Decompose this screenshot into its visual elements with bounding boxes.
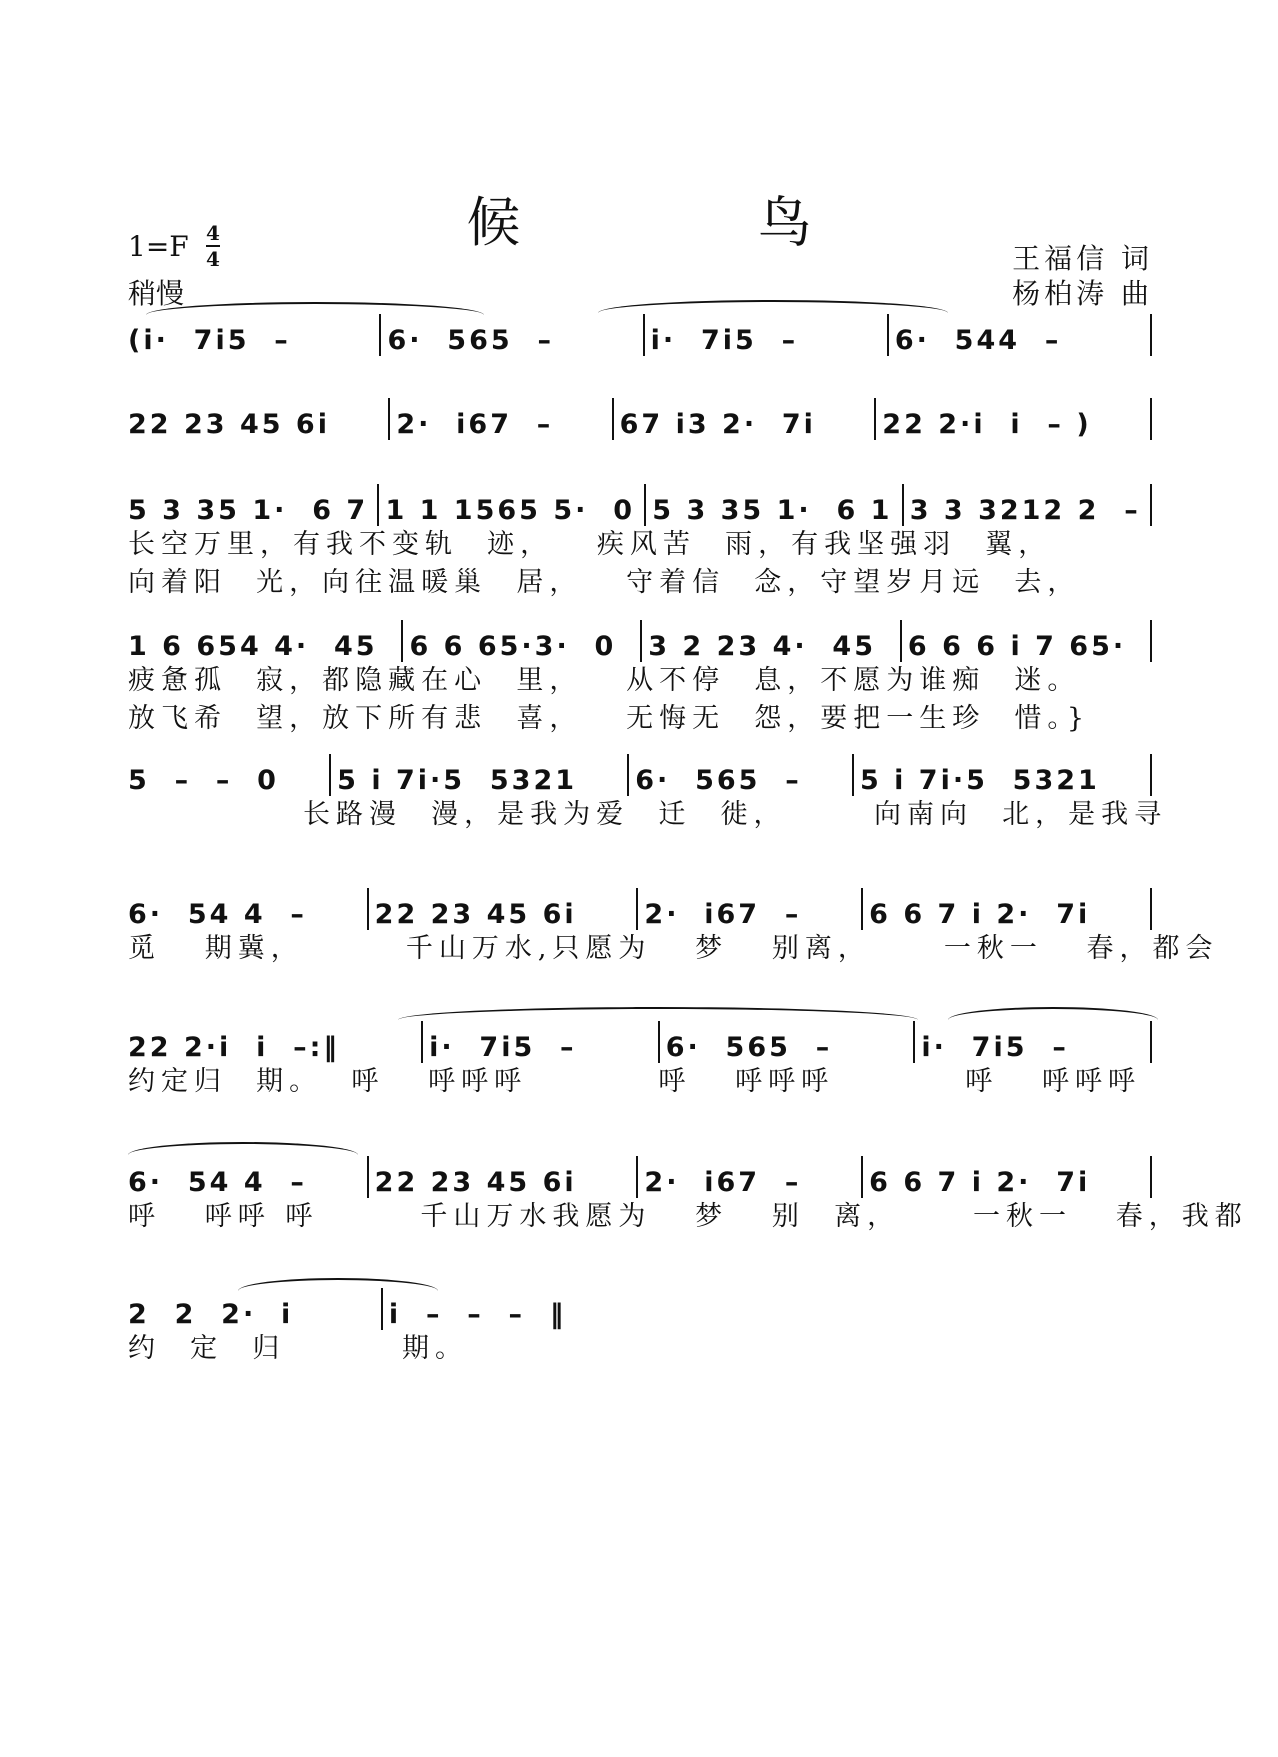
score-line-9 <box>128 1282 648 1368</box>
bar-line <box>367 888 369 930</box>
bar-line <box>367 1156 369 1198</box>
bar-line <box>636 1156 638 1198</box>
lyric-verse-1: 疲惫孤 寂，都隐藏在心 里， 从不停 息，不愿为谁痴 迷。 <box>128 665 1081 696</box>
bar-line <box>861 1156 863 1198</box>
bar-line <box>1150 398 1152 440</box>
score-line-7 <box>128 1015 1158 1101</box>
lyric-verse-1: 觅 期冀， 千山万水,只愿为 梦 别离， 一秋一 春，都会 <box>128 933 1219 964</box>
bar-line <box>627 754 629 796</box>
measure: 5 i 7i·5 5321 <box>859 765 1100 796</box>
notation-line <box>128 614 1158 662</box>
song-title: 候 鸟 <box>466 191 922 254</box>
bar-line <box>1150 314 1152 356</box>
measure: 2· i67 – <box>396 409 554 440</box>
measure: 22 23 45 6i <box>374 899 577 930</box>
measure: 6 6 6 i 7 65· <box>907 631 1127 662</box>
measure: 5 i 7i·5 5321 <box>337 765 578 796</box>
notation-line <box>128 478 1158 526</box>
measure: 5 – – 0 <box>128 765 279 796</box>
score-line-6 <box>128 882 1219 968</box>
measure: 5 3 35 1· 6 1 <box>652 495 893 526</box>
slur <box>128 1142 358 1168</box>
notation-line <box>128 882 1158 930</box>
lyricist-credit: 王福信 词 <box>1012 242 1153 275</box>
lyric-verse-1: 约定归 期。 呼 呼呼呼 呼 呼呼呼 呼 呼呼呼 <box>128 1066 1142 1097</box>
bar-line <box>644 484 646 526</box>
measure: 6· 54 4 – <box>128 899 307 930</box>
score-line-8 <box>128 1150 1248 1236</box>
bar-line <box>329 754 331 796</box>
meter-top: 4 <box>206 221 220 245</box>
score-line-3 <box>128 478 1158 602</box>
composer-credit: 杨柏涛 曲 <box>1012 277 1153 310</box>
measure: 5 3 35 1· 6 7 <box>128 495 369 526</box>
bar-line <box>377 484 379 526</box>
score-line-5 <box>128 748 1168 834</box>
measure: i· 7i5 – <box>429 1032 577 1063</box>
measure: 6 6 7 i 2· 7i <box>869 899 1091 930</box>
notation-line <box>128 748 1158 796</box>
bar-line <box>1150 754 1152 796</box>
measure: 1 6 654 4· 45 <box>128 631 378 662</box>
measure: 22 2·i i – ) <box>882 409 1092 440</box>
measure: 6· 565 – <box>387 325 554 356</box>
measure: 6· 565 – <box>635 765 802 796</box>
slur <box>598 300 948 326</box>
bar-line <box>1150 1156 1152 1198</box>
measure: 22 23 45 6i <box>128 409 330 440</box>
slur <box>398 1007 918 1033</box>
notation-line <box>128 392 1158 440</box>
measure: 67 i3 2· 7i <box>619 409 816 440</box>
lyric-verse-1: 长路漫 漫，是我为爱 迁 徙， 向南向 北，是我寻 <box>128 799 1168 830</box>
tempo-marking: 稍慢 <box>128 277 185 310</box>
bar-line <box>874 398 876 440</box>
bar-line <box>902 484 904 526</box>
score-line-4 <box>128 614 1158 738</box>
measure: 3 3 3212 2 – <box>909 495 1141 526</box>
bar-line <box>1150 484 1152 526</box>
measure: 2· i67 – <box>644 899 802 930</box>
measure: i· 7i5 – <box>650 325 799 356</box>
lyric-verse-1: 约 定 归 期。 <box>128 1333 468 1364</box>
bar-line <box>388 398 390 440</box>
time-signature <box>206 222 220 270</box>
lyric-verse-1: 呼 呼呼 呼 千山万水我愿为 梦 别 离， 一秋一 春，我都 <box>128 1201 1248 1232</box>
measure: 6· 544 – <box>894 325 1062 356</box>
bar-line <box>900 620 902 662</box>
measure: 2· i67 – <box>644 1167 802 1198</box>
lyric-verse-2: 放飞希 望，放下所有悲 喜， 无悔无 怨，要把一生珍 惜。} <box>128 703 1091 734</box>
meter-bottom: 4 <box>206 247 220 271</box>
measure: 2 2 2· i <box>128 1299 294 1330</box>
measure: 1 1 1565 5· 0 <box>385 495 635 526</box>
score-line-2 <box>128 392 1158 440</box>
measure: 6· 565 – <box>665 1032 833 1063</box>
measure: 22 23 45 6i <box>374 1167 577 1198</box>
measure: 6· 54 4 – <box>128 1167 307 1198</box>
score-line-1 <box>128 308 1158 356</box>
bar-line <box>636 888 638 930</box>
bar-line <box>1150 888 1152 930</box>
slur <box>146 302 484 328</box>
lyric-verse-2: 向着阳 光，向往温暖巢 居， 守着信 念，守望岁月远 去， <box>128 567 1081 598</box>
measure: 6 6 65·3· 0 <box>409 631 617 662</box>
measure: (i· 7i5 – <box>128 325 291 356</box>
slur <box>948 1007 1158 1033</box>
bar-line <box>852 754 854 796</box>
bar-line <box>612 398 614 440</box>
bar-line <box>1150 620 1152 662</box>
bar-line <box>401 620 403 662</box>
lyric-verse-1: 长空万里，有我不变轨 迹， 疾风苦 雨，有我坚强羽 翼， <box>128 529 1052 560</box>
measure: 3 2 23 4· 45 <box>648 631 876 662</box>
measure: 6 6 7 i 2· 7i <box>869 1167 1091 1198</box>
bar-line <box>861 888 863 930</box>
measure: i· 7i5 – <box>921 1032 1069 1063</box>
slur <box>238 1278 438 1304</box>
key-signature: 1=F <box>128 230 189 263</box>
measure: 22 2·i i –:‖ <box>128 1032 340 1063</box>
bar-line <box>640 620 642 662</box>
measure: i – – – ‖ <box>388 1299 567 1330</box>
